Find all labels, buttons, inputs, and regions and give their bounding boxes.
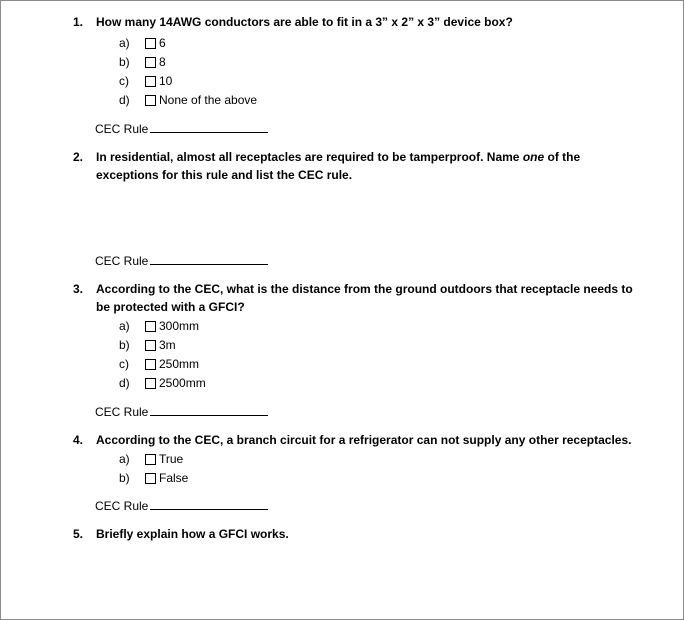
question-number: 2.: [73, 150, 84, 164]
option-letter: b): [119, 471, 130, 485]
cec-rule-label: CEC Rule: [95, 122, 149, 136]
question-text-emphasis: one: [522, 150, 545, 164]
option-label: 300mm: [159, 319, 200, 333]
checkbox[interactable]: [145, 38, 156, 49]
question-number: 5.: [73, 527, 84, 541]
checkbox[interactable]: [145, 340, 156, 351]
checkbox[interactable]: [145, 321, 156, 332]
option-letter: a): [119, 36, 130, 50]
option-letter: c): [119, 357, 129, 371]
option-label: 10: [159, 74, 173, 88]
cec-rule-label: CEC Rule: [95, 405, 149, 419]
checkbox[interactable]: [145, 76, 156, 87]
question-text-part: In residential, almost all receptacles are required to be tamperproof. Name: [96, 150, 523, 164]
cec-rule-3: [95, 404, 268, 420]
checkbox[interactable]: [145, 57, 156, 68]
option-label: 250mm: [159, 357, 200, 371]
cec-rule-blank[interactable]: [150, 498, 268, 510]
option-letter: a): [119, 319, 130, 333]
checkbox[interactable]: [145, 473, 156, 484]
option-label: 3m: [159, 338, 176, 352]
question-text: [96, 148, 636, 184]
question-text: According to the CEC, a branch circuit for a refrigerator can not supply any other receptacles.: [96, 433, 632, 447]
option-label: True: [159, 452, 184, 466]
option-letter: a): [119, 452, 130, 466]
option-label: 6: [159, 36, 166, 50]
question-number: 3.: [73, 282, 84, 296]
checkbox[interactable]: [145, 378, 156, 389]
checkbox[interactable]: [145, 359, 156, 370]
option-letter: b): [119, 338, 130, 352]
option-letter: b): [119, 55, 130, 69]
cec-rule-label: CEC Rule: [95, 254, 149, 268]
question-number: 1.: [73, 15, 84, 29]
option-letter: c): [119, 74, 129, 88]
question-text-part: of the exceptions for this rule and list the CEC rule.: [96, 150, 581, 182]
checkbox[interactable]: [145, 454, 156, 465]
question-number: 4.: [73, 433, 84, 447]
cec-rule-label: CEC Rule: [95, 499, 149, 513]
option-label: 2500mm: [159, 376, 206, 390]
option-label: False: [159, 471, 189, 485]
option-letter: d): [119, 376, 130, 390]
cec-rule-1: [95, 121, 268, 137]
cec-rule-blank[interactable]: [150, 121, 268, 133]
cec-rule-4: [95, 498, 268, 514]
option-letter: d): [119, 93, 130, 107]
question-text: According to the CEC, what is the distance from the ground outdoors that receptacle needs to be protected with a GFCI?: [96, 282, 633, 314]
question-text: Briefly explain how a GFCI works.: [96, 527, 289, 541]
option-label: 8: [159, 55, 166, 69]
cec-rule-blank[interactable]: [150, 404, 268, 416]
checkbox[interactable]: [145, 95, 156, 106]
cec-rule-blank[interactable]: [150, 253, 268, 265]
question-text: How many 14AWG conductors are able to fit in a 3” x 2” x 3” device box?: [96, 15, 513, 29]
option-label: None of the above: [159, 93, 258, 107]
cec-rule-2: [95, 253, 268, 269]
